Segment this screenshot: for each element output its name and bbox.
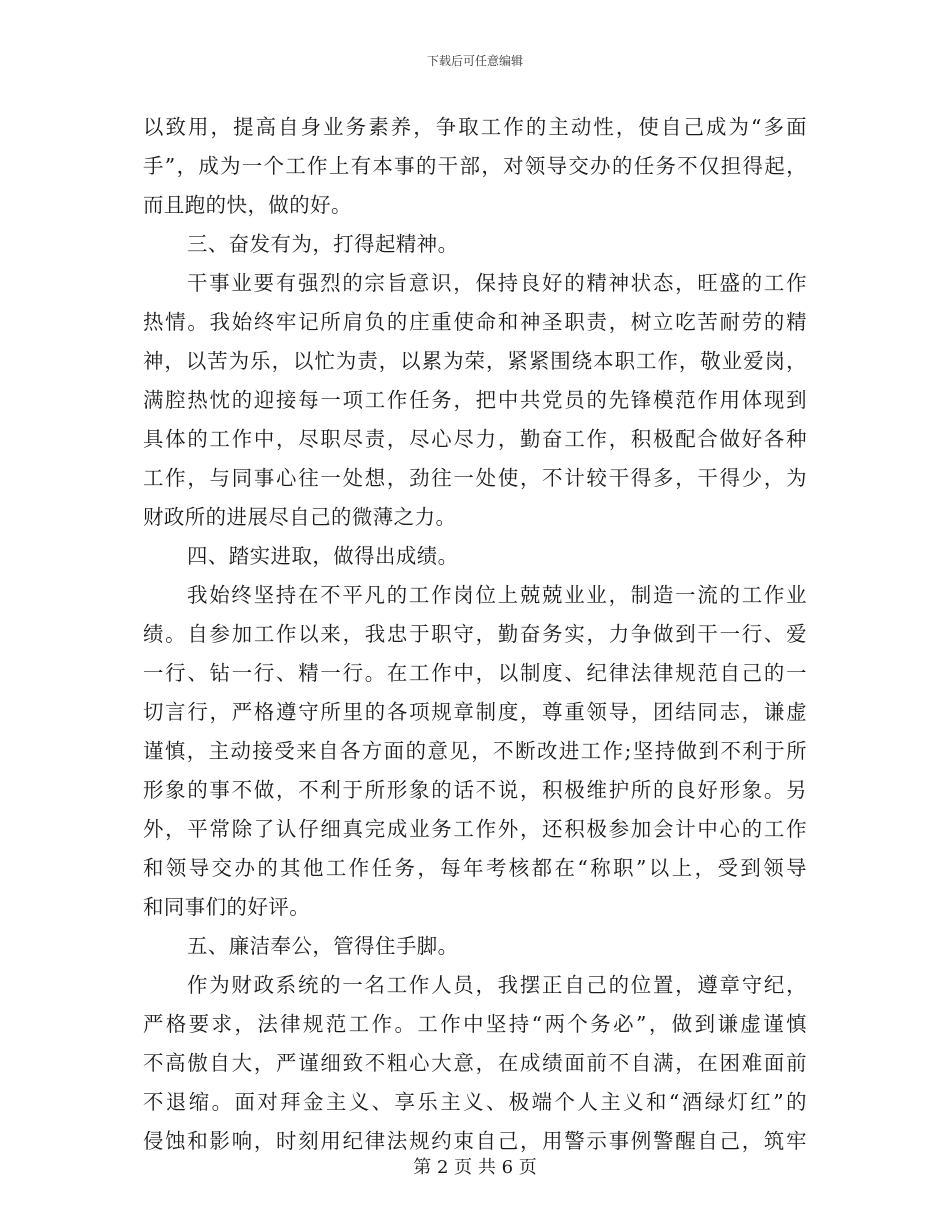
page-header: 下载后可任意编辑: [426, 54, 523, 68]
document-body: [143, 108, 807, 1161]
text-line: 手”，成为一个工作上有本事的干部，对领导交办的任务不仅担得起，: [143, 154, 807, 178]
text-line: 我始终坚持在不平凡的工作岗位上兢兢业业，制造一流的工作业: [187, 583, 807, 607]
text-line: 五、廉洁奉公，管得住手脚。: [187, 934, 459, 958]
text-line: 神，以苦为乐，以忙为责，以累为荣，紧紧围绕本职工作，敬业爱岗，: [143, 349, 807, 373]
text-line: 形象的事不做，不利于所形象的话不说，积极维护所的良好形象。另: [143, 778, 807, 802]
text-line: 侵蚀和影响，时刻用纪律法规约束自己，用警示事例警醒自己，筑牢: [143, 1129, 807, 1153]
text-line: 绩。自参加工作以来，我忠于职守，勤奋务实，力争做到干一行、爱: [143, 622, 807, 646]
text-line: 而且跑的快，做的好。: [143, 193, 352, 217]
text-line: 工作，与同事心往一处想，劲往一处使，不计较干得多，干得少，为: [143, 466, 807, 490]
text-line: 外，平常除了认仔细真完成业务工作外，还积极参加会计中心的工作: [143, 817, 807, 841]
text-line: 谨慎，主动接受来自各方面的意见，不断改进工作;坚持做到不利于所: [143, 739, 807, 763]
page-footer: 第 2 页 共 6 页: [413, 1157, 537, 1178]
text-line: 一行、钻一行、精一行。在工作中，以制度、纪律法律规范自己的一: [143, 661, 807, 685]
text-line: 作为财政系统的一名工作人员，我摆正自己的位置，遵章守纪，: [187, 973, 807, 997]
text-line: 切言行，严格遵守所里的各项规章制度，尊重领导，团结同志，谦虚: [143, 700, 807, 724]
text-line: 满腔热忱的迎接每一项工作任务，把中共党员的先锋模范作用体现到: [143, 388, 807, 412]
text-line: 以致用，提高自身业务素养，争取工作的主动性，使自己成为“多面: [143, 115, 807, 139]
text-line: 具体的工作中，尽职尽责，尽心尽力，勤奋工作，积极配合做好各种: [143, 427, 807, 451]
text-line: 和领导交办的其他工作任务，每年考核都在“称职”以上，受到领导: [143, 856, 807, 880]
text-line: 四、踏实进取，做得出成绩。: [187, 544, 459, 568]
text-line: 不高傲自大，严谨细致不粗心大意，在成绩面前不自满，在困难面前: [143, 1051, 807, 1075]
text-line: 不退缩。面对拜金主义、享乐主义、极端个人主义和“酒绿灯红”的: [143, 1090, 807, 1114]
text-line: 热情。我始终牢记所肩负的庄重使命和神圣职责，树立吃苦耐劳的精: [143, 310, 807, 334]
text-line: 三、奋发有为，打得起精神。: [187, 232, 459, 256]
text-line: 干事业要有强烈的宗旨意识，保持良好的精神状态，旺盛的工作: [187, 271, 807, 295]
text-line: 财政所的进展尽自己的微薄之力。: [143, 505, 457, 529]
text-line: 严格要求，法律规范工作。工作中坚持“两个务必”，做到谦虚谨慎: [143, 1012, 807, 1036]
text-line: 和同事们的好评。: [143, 895, 311, 919]
